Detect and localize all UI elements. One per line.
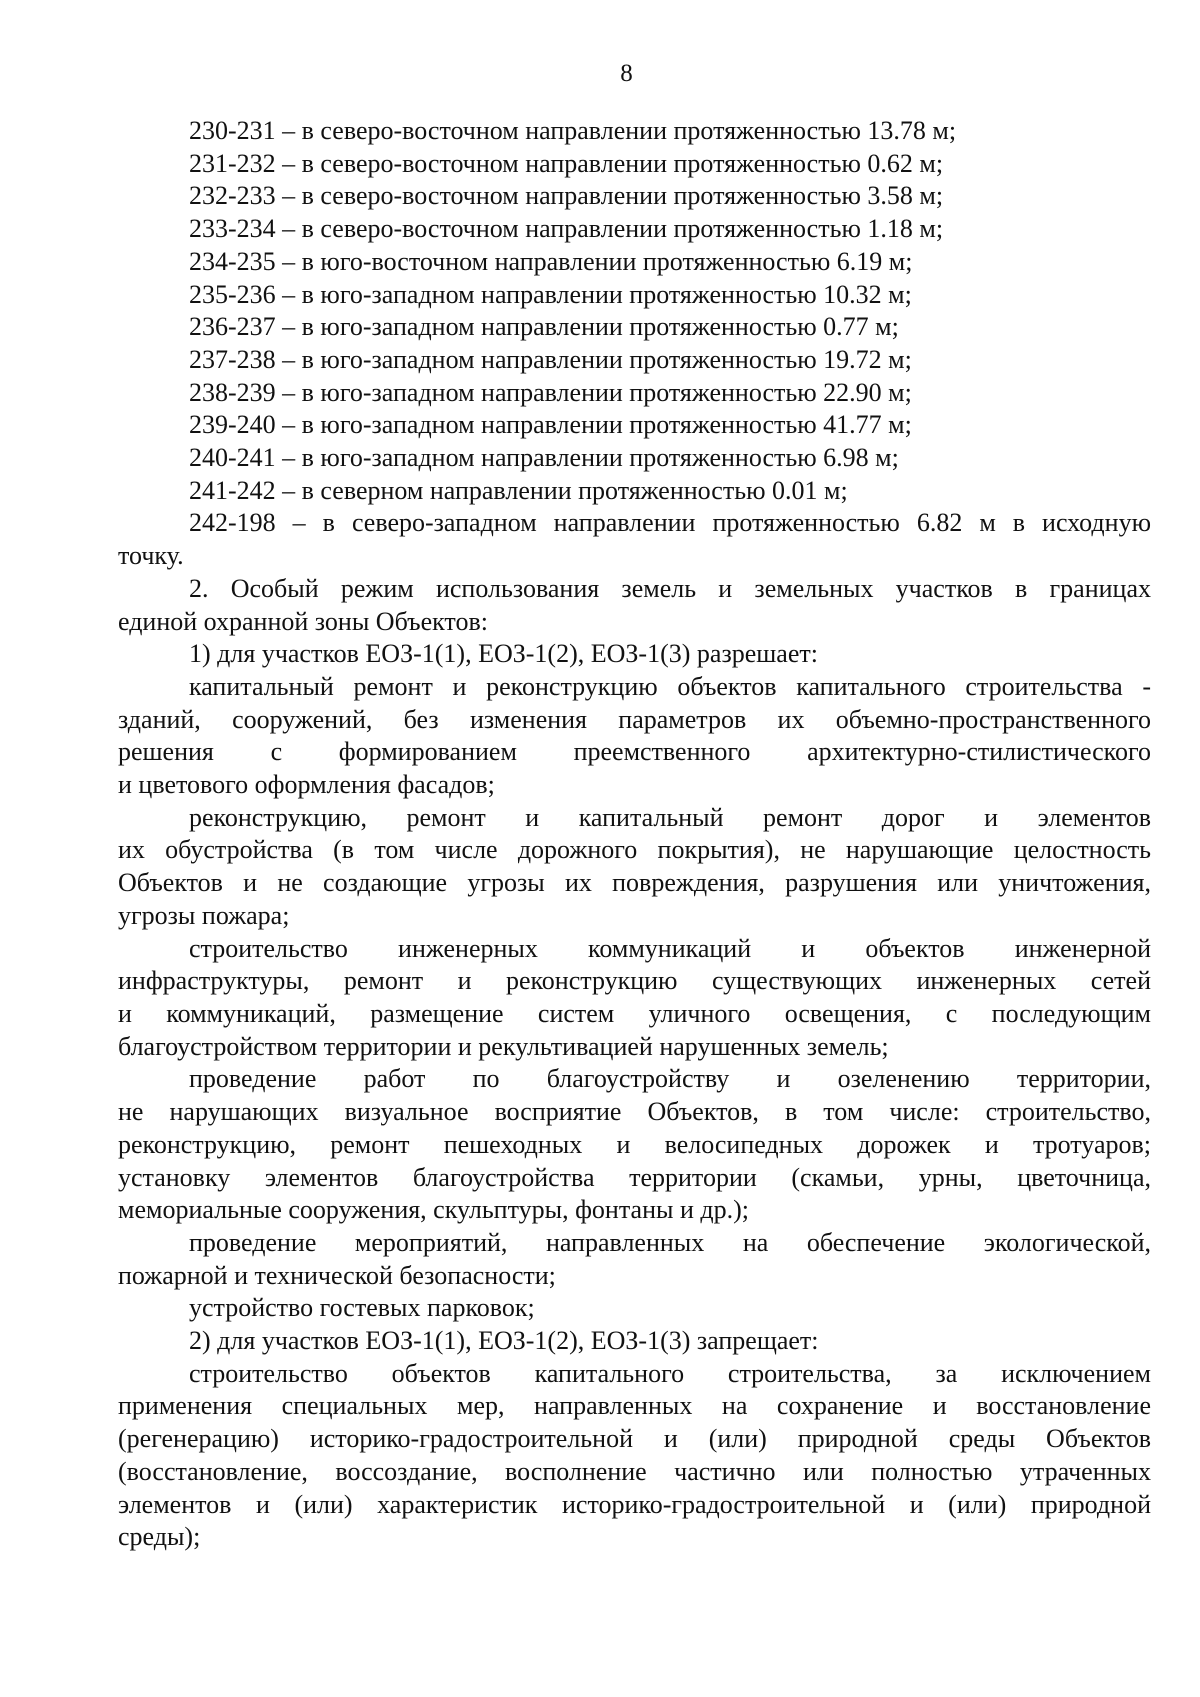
- text-line: 234-235 – в юго-восточном направлении протяженностью 6.19 м;: [189, 246, 913, 276]
- text-line: единой охранной зоны Объектов:: [118, 606, 488, 636]
- text-line: 230-231 – в северо-восточном направлении протяженностью 13.78 м;: [189, 116, 957, 145]
- text-line: благоустройством территории и рекультивацией нарушенных земель;: [118, 1031, 889, 1061]
- text-line: угрозы пожара;: [118, 900, 290, 930]
- text-line: Объектов и не создающие угрозы их повреждения, разрушения или уничтожения,: [118, 868, 1151, 898]
- text-line: строительство инженерных коммуникаций и объектов инженерной: [189, 933, 1151, 963]
- text-line: устройство гостевых парковок;: [189, 1293, 535, 1323]
- text-line: 241-242 – в северном направлении протяженностью 0.01 м;: [189, 475, 848, 505]
- text-line: 236-237 – в юго-западном направлении протяженностью 0.77 м;: [189, 312, 899, 342]
- text-line: 233-234 – в северо-восточном направлении протяженностью 1.18 м;: [189, 214, 944, 244]
- document-body: [118, 115, 1151, 1554]
- text-line: решения с формированием преемственного архитектурно-стилистического: [118, 737, 1151, 767]
- text-line: инфраструктуры, ремонт и реконструкцию существующих инженерных сетей: [118, 966, 1151, 996]
- text-line: установку элементов благоустройства территории (скамьи, урны, цветочница,: [118, 1162, 1151, 1192]
- text-line: и цветового оформления фасадов;: [118, 770, 495, 800]
- text-line: применения специальных мер, направленных на сохранение и восстановление: [118, 1391, 1151, 1421]
- text-line: их обустройства (в том числе дорожного покрытия), не нарушающие целостность: [118, 835, 1151, 865]
- text-line: мемориальные сооружения, скульптуры, фонтаны и др.);: [118, 1195, 749, 1225]
- text-line: строительство объектов капитального строительства, за исключением: [189, 1358, 1151, 1388]
- text-line: 1) для участков ЕОЗ-1(1), ЕОЗ-1(2), ЕОЗ-1(3) разрешает:: [189, 639, 818, 669]
- text-line: 231-232 – в северо-восточном направлении протяженностью 0.62 м;: [189, 148, 944, 178]
- text-line: зданий, сооружений, без изменения параметров их объемно-пространственного: [118, 704, 1151, 734]
- text-line: 242-198 – в северо-западном направлении протяженностью 6.82 м в исходную: [189, 508, 1151, 538]
- text-line: 232-233 – в северо-восточном направлении протяженностью 3.58 м;: [189, 181, 944, 211]
- text-line: реконструкцию, ремонт и капитальный ремонт дорог и элементов: [189, 802, 1151, 832]
- text-line: точку.: [118, 541, 184, 571]
- text-line: 240-241 – в юго-западном направлении протяженностью 6.98 м;: [189, 443, 899, 473]
- text-line: реконструкцию, ремонт пешеходных и велосипедных дорожек и тротуаров;: [118, 1129, 1151, 1159]
- text-line: не нарушающих визуальное восприятие Объектов, в том числе: строительство,: [118, 1097, 1151, 1127]
- text-line: (регенерацию) историко-градостроительной и (или) природной среды Объектов: [118, 1424, 1151, 1454]
- text-line: проведение мероприятий, направленных на обеспечение экологической,: [189, 1227, 1151, 1257]
- text-line: 237-238 – в юго-западном направлении протяженностью 19.72 м;: [189, 344, 912, 374]
- text-line: 2. Особый режим использования земель и земельных участков в границах: [189, 573, 1151, 603]
- text-line: пожарной и технической безопасности;: [118, 1260, 556, 1290]
- text-line: проведение работ по благоустройству и озеленению территории,: [189, 1064, 1151, 1094]
- text-line: 238-239 – в юго-западном направлении протяженностью 22.90 м;: [189, 377, 912, 407]
- text-line: и коммуникаций, размещение систем уличного освещения, с последующим: [118, 998, 1151, 1028]
- text-line: 239-240 – в юго-западном направлении протяженностью 41.77 м;: [189, 410, 912, 440]
- text-line: элементов и (или) характеристик историко-градостроительной и (или) природной: [118, 1489, 1151, 1519]
- text-line: (восстановление, воссоздание, восполнение частично или полностью утраченных: [118, 1456, 1151, 1486]
- text-line: 2) для участков ЕОЗ-1(1), ЕОЗ-1(2), ЕОЗ-1(3) запрещает:: [189, 1326, 819, 1356]
- text-line: 235-236 – в юго-западном направлении протяженностью 10.32 м;: [189, 279, 912, 309]
- text-line: среды);: [118, 1522, 201, 1552]
- page-number: 8: [620, 60, 633, 87]
- text-line: капитальный ремонт и реконструкцию объектов капитального строительства -: [189, 671, 1151, 701]
